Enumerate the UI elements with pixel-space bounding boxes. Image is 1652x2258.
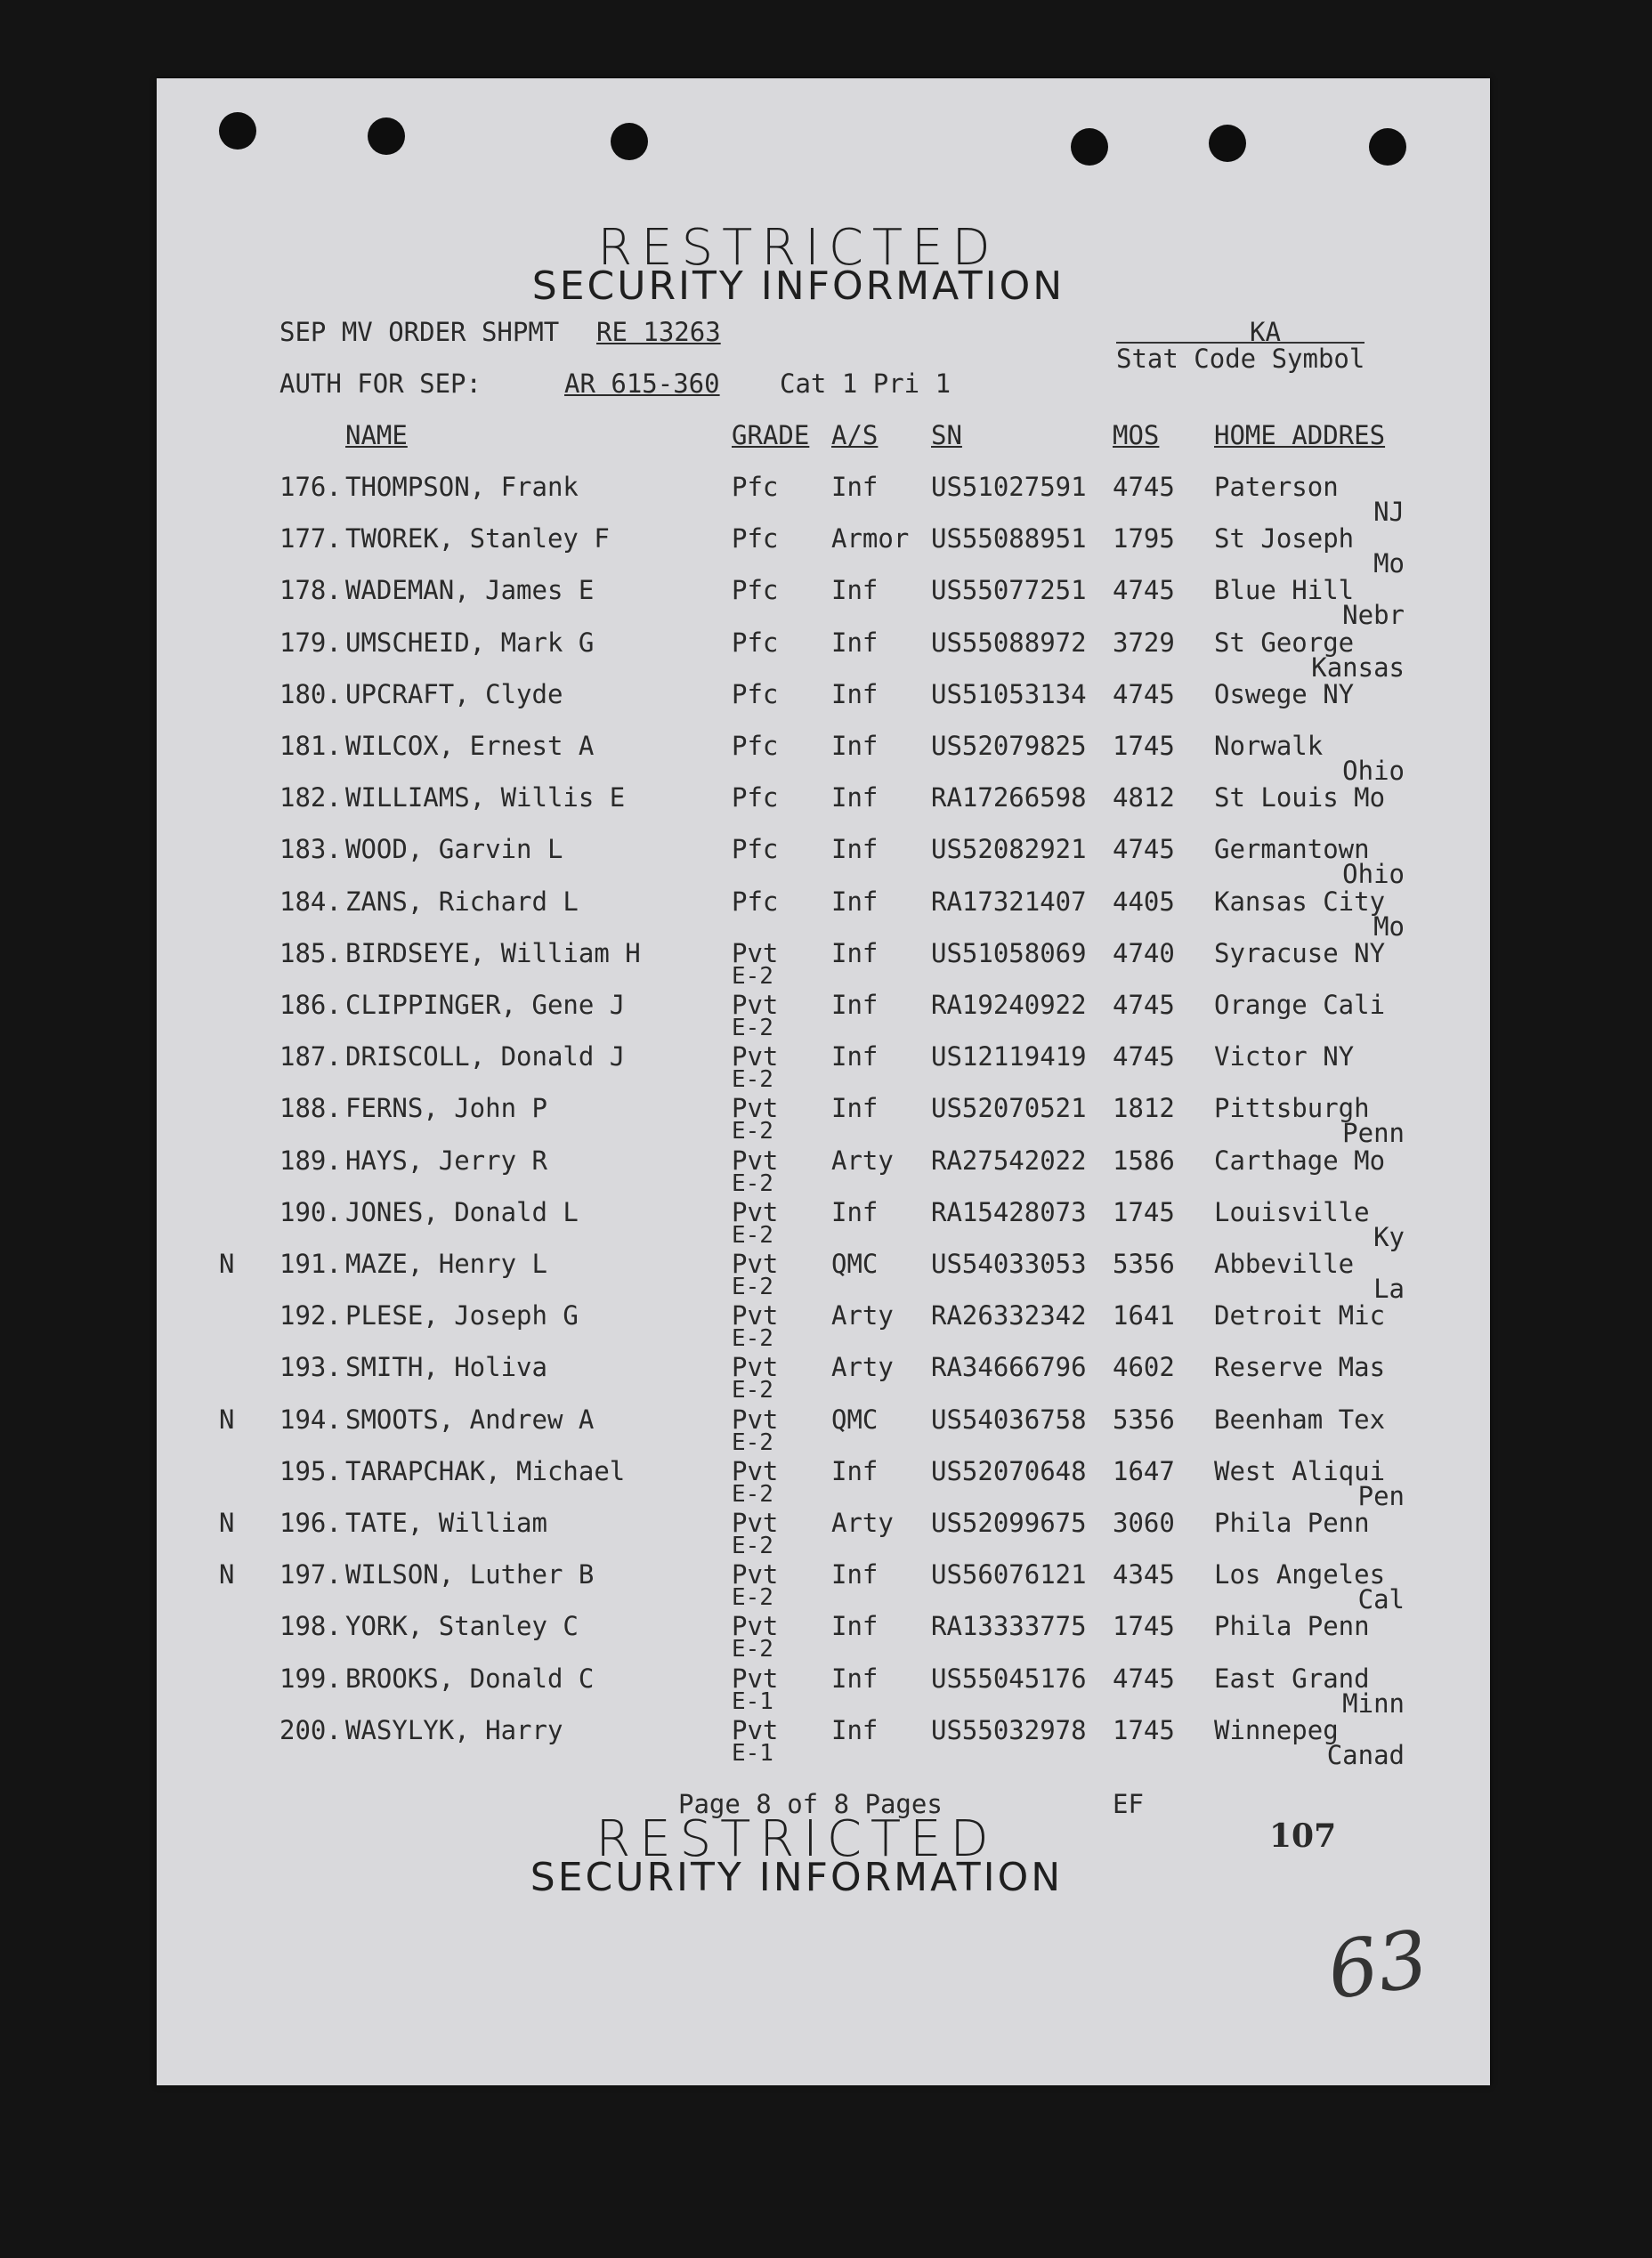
row-name: HAYS, Jerry R (345, 1145, 547, 1176)
row-mos: 4745 (1113, 1041, 1175, 1072)
row-number: 189. (279, 1145, 342, 1176)
row-name: ZANS, Richard L (345, 886, 579, 917)
row-home-address: Phila Penn (1214, 1611, 1370, 1642)
row-arm-of-service: Inf (831, 886, 879, 917)
row-grade: Pfc (732, 627, 779, 658)
row-arm-of-service: Inf (831, 1714, 879, 1745)
row-grade: Pfc (732, 678, 779, 709)
row-name: WILSON, Luther B (345, 1559, 595, 1590)
table-row (157, 679, 1490, 731)
row-arm-of-service: Arty (831, 1352, 894, 1383)
row-arm-of-service: Inf (831, 678, 879, 709)
row-name: FERNS, John P (345, 1093, 547, 1124)
row-home-address: Detroit Mic (1214, 1300, 1386, 1331)
row-home-address-line2: Pen (1357, 1480, 1405, 1511)
row-home-address-line2: Ohio (1342, 859, 1405, 890)
row-home-address: Orange Cali (1214, 990, 1386, 1020)
row-mos: 4812 (1113, 782, 1175, 813)
row-grade: Pvt (732, 1093, 779, 1124)
row-serial-number: US54036758 (931, 1404, 1087, 1435)
row-name: SMOOTS, Andrew A (345, 1404, 595, 1435)
restricted-stamp-top: RESTRICTED (597, 219, 1000, 277)
security-information-stamp-top: SECURITY INFORMATION (531, 263, 1065, 309)
page-number: 107 (1269, 1817, 1337, 1855)
row-home-address: Germantown (1214, 834, 1370, 865)
row-home-address: Oswege NY (1214, 678, 1355, 709)
row-number: 177. (279, 523, 342, 554)
row-name: TARAPCHAK, Michael (345, 1455, 626, 1486)
row-flag: N (219, 1559, 235, 1590)
row-arm-of-service: QMC (831, 1404, 879, 1435)
handwritten-number: 63 (1322, 1912, 1434, 2018)
row-number: 186. (279, 990, 342, 1020)
row-arm-of-service: Inf (831, 1093, 879, 1124)
auth-label: AUTH FOR SEP: (279, 368, 482, 399)
row-number: 183. (279, 834, 342, 865)
row-grade: Pvt (732, 1455, 779, 1486)
row-grade-level: E-2 (732, 1325, 773, 1353)
row-mos: 1745 (1113, 731, 1175, 761)
row-grade: Pvt (732, 1196, 779, 1227)
row-arm-of-service: Inf (831, 782, 879, 813)
row-home-address-line2: Canad (1326, 1739, 1405, 1770)
row-home-address-line2: Penn (1342, 1118, 1405, 1149)
row-grade-level: E-2 (732, 1480, 773, 1508)
row-serial-number: US52082921 (931, 834, 1087, 865)
table-row (157, 1352, 1490, 1404)
row-mos: 1641 (1113, 1300, 1175, 1331)
row-mos: 5356 (1113, 1249, 1175, 1279)
row-number: 194. (279, 1404, 342, 1435)
row-serial-number: US55032978 (931, 1714, 1087, 1745)
row-grade: Pvt (732, 1559, 779, 1590)
row-number: 191. (279, 1249, 342, 1279)
stat-code-label: Stat Code Symbol (1116, 344, 1365, 374)
row-serial-number: US55045176 (931, 1663, 1087, 1694)
row-name: DRISCOLL, Donald J (345, 1041, 626, 1072)
row-grade-level: E-2 (732, 1015, 773, 1041)
row-mos: 5356 (1113, 1404, 1175, 1435)
row-home-address: Los Angeles (1214, 1559, 1386, 1590)
row-home-address: St George (1214, 627, 1355, 658)
row-mos: 3060 (1113, 1508, 1175, 1538)
row-grade: Pvt (732, 1300, 779, 1331)
row-mos: 4745 (1113, 1663, 1175, 1694)
column-header-as: A/S (831, 420, 879, 450)
row-name: UMSCHEID, Mark G (345, 627, 595, 658)
row-grade: Pvt (732, 1714, 779, 1745)
row-grade: Pvt (732, 1508, 779, 1538)
row-home-address: East Grand (1214, 1663, 1370, 1694)
row-number: 180. (279, 678, 342, 709)
row-number: 181. (279, 731, 342, 761)
row-arm-of-service: Inf (831, 990, 879, 1020)
row-name: TATE, William (345, 1508, 547, 1538)
row-name: WASYLYK, Harry (345, 1714, 563, 1745)
row-grade-level: E-2 (732, 1377, 773, 1404)
row-name: WOOD, Garvin L (345, 834, 563, 865)
row-grade: Pvt (732, 1404, 779, 1435)
table-row (157, 627, 1490, 683)
order-label: SEP MV ORDER SHPMT (279, 317, 560, 347)
restricted-stamp-bottom: RESTRICTED (595, 1810, 998, 1868)
row-grade-level: E-2 (732, 1169, 773, 1197)
row-home-address: Reserve Mas (1214, 1352, 1386, 1383)
row-home-address: Carthage Mo (1214, 1145, 1386, 1176)
row-arm-of-service: Inf (831, 1196, 879, 1227)
row-mos: 4740 (1113, 937, 1175, 968)
row-grade-level: E-1 (732, 1687, 773, 1715)
row-grade: Pfc (732, 886, 779, 917)
row-number: 193. (279, 1352, 342, 1383)
table-row (157, 575, 1490, 631)
row-serial-number: US52070648 (931, 1455, 1087, 1486)
row-number: 199. (279, 1663, 342, 1694)
row-name: BROOKS, Donald C (345, 1663, 595, 1694)
row-grade: Pfc (732, 731, 779, 761)
row-grade: Pfc (732, 834, 779, 865)
row-serial-number: RA26332342 (931, 1300, 1087, 1331)
row-number: 176. (279, 472, 342, 502)
table-row (157, 1041, 1490, 1093)
row-serial-number: US51058069 (931, 937, 1087, 968)
row-grade: Pvt (732, 1611, 779, 1642)
row-number: 196. (279, 1508, 342, 1538)
row-home-address-line2: Cal (1357, 1584, 1405, 1615)
row-home-address: Syracuse NY (1214, 937, 1386, 968)
table-row (157, 1508, 1490, 1559)
row-serial-number: RA17321407 (931, 886, 1087, 917)
row-home-address-line2: Ky (1373, 1221, 1405, 1252)
row-arm-of-service: Inf (831, 1611, 879, 1642)
row-serial-number: US52079825 (931, 731, 1087, 761)
row-name: CLIPPINGER, Gene J (345, 990, 626, 1020)
row-grade: Pvt (732, 937, 779, 968)
table-row (157, 1196, 1490, 1252)
row-number: 178. (279, 575, 342, 606)
row-home-address: Phila Penn (1214, 1508, 1370, 1538)
row-mos: 4602 (1113, 1352, 1175, 1383)
page-count: Page 8 of 8 Pages (678, 1789, 943, 1819)
row-number: 188. (279, 1093, 342, 1124)
column-header-mos: MOS (1113, 420, 1160, 450)
row-arm-of-service: Inf (831, 1663, 879, 1694)
column-header-sn: SN (931, 420, 962, 450)
row-arm-of-service: Inf (831, 1455, 879, 1486)
table-row (157, 731, 1490, 786)
row-serial-number: US52070521 (931, 1093, 1087, 1124)
row-home-address: Kansas City (1214, 886, 1386, 917)
row-grade: Pfc (732, 575, 779, 606)
order-number: RE 13263 (596, 317, 721, 347)
row-name: BIRDSEYE, William H (345, 937, 641, 968)
row-name: JONES, Donald L (345, 1196, 579, 1227)
row-arm-of-service: Inf (831, 731, 879, 761)
row-grade-level: E-2 (732, 1584, 773, 1612)
row-serial-number: US51027591 (931, 472, 1087, 502)
row-serial-number: US55077251 (931, 575, 1087, 606)
row-home-address: Beenham Tex (1214, 1404, 1386, 1435)
row-home-address: St Louis Mo (1214, 782, 1386, 813)
row-grade-level: E-2 (732, 1428, 773, 1456)
row-grade: Pfc (732, 472, 779, 502)
row-name: WADEMAN, James E (345, 575, 595, 606)
row-name: UPCRAFT, Clyde (345, 678, 563, 709)
row-number: 190. (279, 1196, 342, 1227)
row-home-address: Paterson (1214, 472, 1339, 502)
table-row (157, 1663, 1490, 1719)
row-serial-number: US12119419 (931, 1041, 1087, 1072)
punch-hole (368, 117, 405, 155)
row-grade-level: E-2 (732, 1274, 773, 1300)
column-header-name: NAME (345, 420, 408, 450)
row-grade: Pfc (732, 782, 779, 813)
row-mos: 3729 (1113, 627, 1175, 658)
row-home-address: Victor NY (1214, 1041, 1355, 1072)
row-name: TWOREK, Stanley F (345, 523, 610, 554)
stat-code: KA (1250, 317, 1281, 347)
row-number: 187. (279, 1041, 342, 1072)
table-row (157, 472, 1490, 527)
row-mos: 1647 (1113, 1455, 1175, 1486)
document-page (157, 78, 1490, 2085)
row-number: 197. (279, 1559, 342, 1590)
row-grade-level: E-2 (732, 962, 773, 990)
typist-initials: EF (1113, 1789, 1144, 1819)
row-mos: 4745 (1113, 990, 1175, 1020)
row-mos: 4745 (1113, 472, 1175, 502)
row-mos: 4745 (1113, 575, 1175, 606)
table-row (157, 1559, 1490, 1615)
row-home-address-line2: Minn (1342, 1687, 1405, 1719)
row-home-address: Louisville (1214, 1196, 1370, 1227)
row-grade-level: E-2 (732, 1221, 773, 1249)
row-mos: 1812 (1113, 1093, 1175, 1124)
row-grade: Pvt (732, 1663, 779, 1694)
row-home-address: Winnepeg (1214, 1714, 1339, 1745)
row-arm-of-service: Inf (831, 834, 879, 865)
row-grade: Pvt (732, 1041, 779, 1072)
column-header-home-address: HOME ADDRES (1214, 420, 1386, 450)
punch-hole (1209, 125, 1246, 162)
row-arm-of-service: Inf (831, 627, 879, 658)
table-row (157, 1300, 1490, 1352)
row-home-address: Blue Hill (1214, 575, 1355, 606)
row-mos: 4745 (1113, 834, 1175, 865)
row-arm-of-service: Arty (831, 1300, 894, 1331)
row-home-address-line2: Mo (1373, 548, 1405, 579)
row-flag: N (219, 1249, 235, 1279)
row-mos: 4405 (1113, 886, 1175, 917)
table-row (157, 1404, 1490, 1456)
table-row (157, 523, 1490, 579)
row-serial-number: RA19240922 (931, 990, 1087, 1020)
table-row (157, 782, 1490, 834)
row-serial-number: US55088972 (931, 627, 1087, 658)
row-number: 195. (279, 1455, 342, 1486)
row-mos: 4345 (1113, 1559, 1175, 1590)
row-grade: Pvt (732, 990, 779, 1020)
category-priority: Cat 1 Pri 1 (780, 368, 952, 399)
punch-hole (611, 123, 648, 160)
row-home-address: Norwalk (1214, 731, 1324, 761)
row-number: 184. (279, 886, 342, 917)
row-grade: Pfc (732, 523, 779, 554)
row-grade-level: E-2 (732, 1118, 773, 1145)
row-home-address-line2: La (1373, 1274, 1405, 1304)
row-arm-of-service: QMC (831, 1249, 879, 1279)
row-number: 179. (279, 627, 342, 658)
row-home-address: Pittsburgh (1214, 1093, 1370, 1124)
row-arm-of-service: Arty (831, 1145, 894, 1176)
row-arm-of-service: Inf (831, 1041, 879, 1072)
row-home-address-line2: Nebr (1342, 600, 1405, 631)
row-grade: Pvt (732, 1352, 779, 1383)
row-name: WILCOX, Ernest A (345, 731, 595, 761)
row-grade-level: E-2 (732, 1636, 773, 1663)
row-name: MAZE, Henry L (345, 1249, 547, 1279)
row-serial-number: US56076121 (931, 1559, 1087, 1590)
row-grade-level: E-1 (732, 1739, 773, 1767)
security-information-stamp-bottom: SECURITY INFORMATION (530, 1855, 1064, 1900)
table-row (157, 1249, 1490, 1304)
row-home-address: Abbeville (1214, 1249, 1355, 1279)
row-home-address: West Aliqui (1214, 1455, 1386, 1486)
table-row (157, 834, 1490, 890)
row-number: 200. (279, 1714, 342, 1745)
row-name: YORK, Stanley C (345, 1611, 579, 1642)
row-home-address-line2: Kansas (1311, 652, 1405, 683)
table-row (157, 1714, 1490, 1770)
punch-hole (1369, 128, 1406, 166)
punch-hole (219, 112, 256, 150)
row-number: 185. (279, 937, 342, 968)
row-serial-number: RA15428073 (931, 1196, 1087, 1227)
row-serial-number: US51053134 (931, 678, 1087, 709)
table-row (157, 938, 1490, 990)
row-home-address-line2: Ohio (1342, 756, 1405, 786)
row-name: THOMPSON, Frank (345, 472, 579, 502)
row-serial-number: RA34666796 (931, 1352, 1087, 1383)
row-grade-level: E-2 (732, 1066, 773, 1094)
table-row (157, 1455, 1490, 1511)
row-mos: 1745 (1113, 1714, 1175, 1745)
row-name: SMITH, Holiva (345, 1352, 547, 1383)
table-row (157, 886, 1490, 942)
row-number: 198. (279, 1611, 342, 1642)
row-mos: 1795 (1113, 523, 1175, 554)
row-home-address-line2: Mo (1373, 910, 1405, 942)
row-name: PLESE, Joseph G (345, 1300, 579, 1331)
punch-hole (1071, 128, 1108, 166)
row-number: 182. (279, 782, 342, 813)
row-serial-number: RA27542022 (931, 1145, 1087, 1176)
auth-reference: AR 615-360 (564, 368, 720, 399)
table-row (157, 1611, 1490, 1663)
row-serial-number: US54033053 (931, 1249, 1087, 1279)
row-serial-number: US55088951 (931, 523, 1087, 554)
row-grade: Pvt (732, 1145, 779, 1176)
row-arm-of-service: Inf (831, 937, 879, 968)
row-name: WILLIAMS, Willis E (345, 782, 626, 813)
row-arm-of-service: Inf (831, 472, 879, 502)
table-row (157, 1093, 1490, 1149)
row-mos: 1586 (1113, 1145, 1175, 1176)
row-home-address-line2: NJ (1373, 497, 1405, 527)
row-mos: 4745 (1113, 678, 1175, 709)
row-mos: 1745 (1113, 1611, 1175, 1642)
row-grade: Pvt (732, 1249, 779, 1279)
row-arm-of-service: Arty (831, 1508, 894, 1538)
table-row (157, 990, 1490, 1041)
row-mos: 1745 (1113, 1196, 1175, 1227)
row-flag: N (219, 1404, 235, 1435)
row-arm-of-service: Inf (831, 575, 879, 606)
row-arm-of-service: Inf (831, 1559, 879, 1590)
table-row (157, 1145, 1490, 1197)
row-serial-number: RA17266598 (931, 782, 1087, 813)
row-arm-of-service: Armor (831, 523, 910, 554)
column-header-grade: GRADE (732, 420, 810, 450)
row-home-address: St Joseph (1214, 523, 1355, 554)
row-number: 192. (279, 1300, 342, 1331)
row-serial-number: US52099675 (931, 1508, 1087, 1538)
row-serial-number: RA13333775 (931, 1611, 1087, 1642)
row-grade-level: E-2 (732, 1533, 773, 1559)
row-flag: N (219, 1508, 235, 1538)
